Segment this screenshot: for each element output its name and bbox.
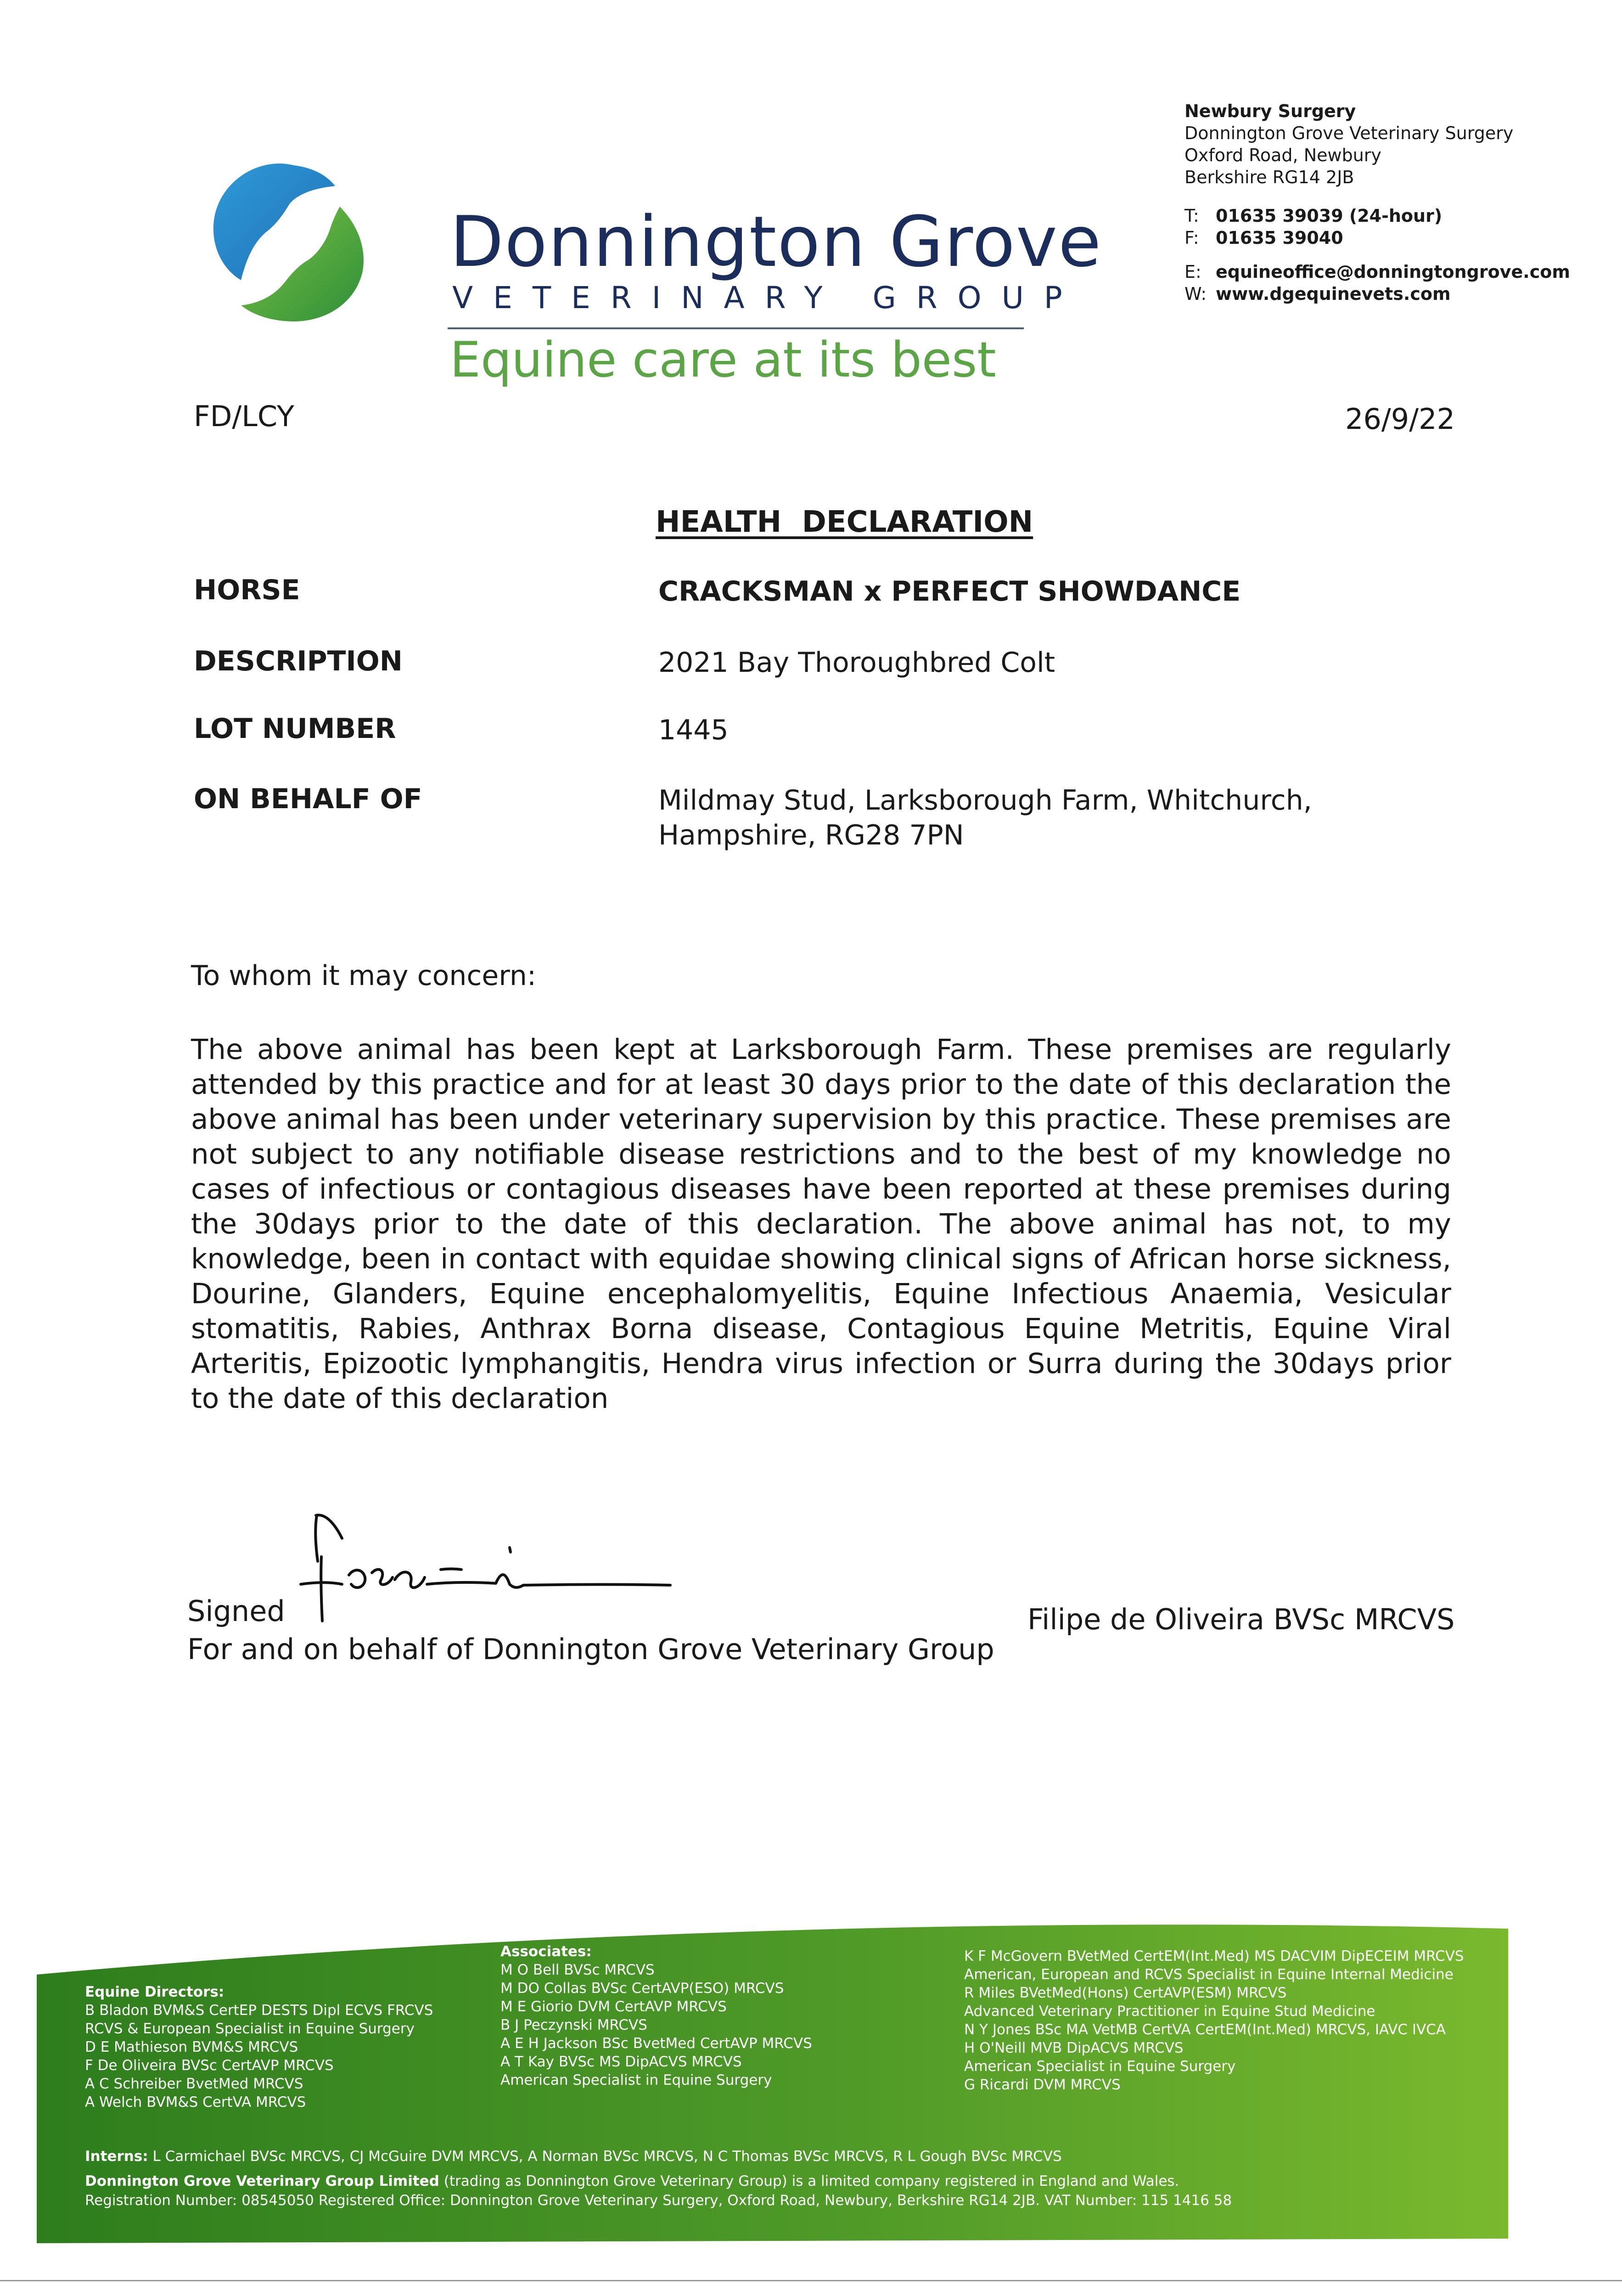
document-title: HEALTH DECLARATION — [656, 505, 1033, 539]
fax-number: 01635 39040 — [1216, 228, 1343, 248]
address-line: Newbury Surgery — [1184, 101, 1356, 121]
associate-entry: A E H Jackson BSc BvetMed CertAVP MRCVS — [500, 2035, 812, 2052]
on-behalf-of-value — [658, 783, 1312, 853]
email-label: E: — [1184, 262, 1201, 282]
reference: FD/LCY — [194, 400, 294, 433]
associate-entry: American Specialist in Equine Surgery — [500, 2072, 772, 2088]
interns-heading: Interns: — [85, 2148, 148, 2165]
specialist-entry: K F McGovern BVetMed CertEM(Int.Med) MS DACVIM DipECEIM MRCVS — [964, 1948, 1464, 1964]
contact-details — [1184, 205, 1570, 305]
address-line: Oxford Road, Newbury — [1184, 145, 1381, 165]
associates — [500, 1942, 812, 2089]
specialist-entry: G Ricardi DVM MRCVS — [964, 2077, 1121, 2093]
directors-heading: Equine Directors: — [85, 1984, 224, 2000]
horse-label: HORSE — [194, 574, 300, 606]
declaration-body: The above animal has been kept at Larksborough Farm. These premises are regularly attended by this practice and for at least 30 days prior to the date of this declaration the above animal has been under veterinary supervision by this practice. These premises are not subject to any notifiable disease restrictions and to the best of my knowledge no cases of infectious or contagious diseases have been reported at these premises during the 30days prior to the date of this declaration. The above animal has not, to my knowledge, been in contact with equidae showing clinical signs of African horse sickness, Dourine, Glanders, Equine encephalomyelitis, Equine Infectious Anaemia, Vesicular stomatitis, Rabies, Anthrax Borna disease, Contagious Equine Metritis, Equine Viral Arteritis, Epizootic lymphangitis, Hendra virus infection or Surra during the 30days prior to the date of this declaration — [191, 1033, 1451, 1415]
lot-number-value: 1445 — [658, 714, 729, 746]
company-line — [85, 2172, 1179, 2190]
brand-name: Donnington Grove — [450, 201, 1102, 282]
associate-entry: A T Kay BVSc MS DipACVS MRCVS — [500, 2054, 742, 2070]
brand-divider — [448, 327, 1024, 329]
equine-directors — [85, 1983, 433, 2111]
associate-entry: M DO Collas BVSc CertAVP(ESO) MRCVS — [500, 1980, 784, 1997]
email-link[interactable]: equineoffice@donningtongrove.com — [1216, 262, 1570, 282]
director-entry: D E Mathieson BVM&S MRCVS — [85, 2039, 298, 2055]
surgery-address — [1184, 100, 1513, 188]
web-label: W: — [1184, 284, 1207, 304]
on-behalf-of-label: ON BEHALF OF — [194, 783, 422, 815]
page-bottom-rule — [0, 2280, 1622, 2281]
associate-entry: M O Bell BVSc MRCVS — [500, 1962, 655, 1978]
address-line: Donnington Grove Veterinary Surgery — [1184, 123, 1514, 143]
description-label: DESCRIPTION — [194, 645, 403, 677]
website-link[interactable]: www.dgequinevets.com — [1216, 284, 1451, 304]
horse-value: CRACKSMAN x PERFECT SHOWDANCE — [658, 575, 1241, 608]
phone-label: T: — [1184, 206, 1199, 226]
associate-entry: M E Giorio DVM CertAVP MRCVS — [500, 1998, 727, 2015]
interns-line — [85, 2147, 1062, 2166]
associate-entry: B J Peczynski MRCVS — [500, 2017, 647, 2033]
associates-heading: Associates: — [500, 1943, 592, 1960]
director-entry: A Welch BVM&S CertVA MRCVS — [85, 2094, 306, 2110]
handwritten-signature — [257, 1488, 684, 1635]
director-entry: F De Oliveira BVSc CertAVP MRCVS — [85, 2057, 334, 2074]
description-value: 2021 Bay Thoroughbred Colt — [658, 647, 1055, 679]
on-behalf-of-line: Hampshire, RG28 7PN — [658, 819, 964, 851]
specialist-entry: American Specialist in Equine Surgery — [964, 2058, 1236, 2075]
fax-label: F: — [1184, 228, 1199, 248]
director-entry: A C Schreiber BvetMed MRCVS — [85, 2076, 303, 2092]
lot-number-label: LOT NUMBER — [194, 713, 396, 745]
specialist-entry: Advanced Veterinary Practitioner in Equine Stud Medicine — [964, 2003, 1375, 2020]
signer-name: Filipe de Oliveira BVSc MRCVS — [1027, 1603, 1455, 1636]
interns-list: L Carmichael BVSc MRCVS, CJ McGuire DVM MRCVS, A Norman BVSc MRCVS, N C Thomas BVSc MRCVS, R L Gough BVSc MRCVS — [152, 2148, 1062, 2165]
phone-number[interactable]: 01635 39039 (24-hour) — [1216, 206, 1442, 226]
registration-line: Registration Number: 08545050 Registered Office: Donnington Grove Veterinary Surgery, Oxford Road, Newbury, Berkshire RG14 2JB. VAT Number: 115 1416 58 — [85, 2192, 1232, 2209]
greeting: To whom it may concern: — [191, 960, 537, 992]
signed-label: Signed — [187, 1594, 285, 1628]
specialist-entry: H O'Neill MVB DipACVS MRCVS — [964, 2040, 1184, 2056]
behalf-line: For and on behalf of Donnington Grove Veterinary Group — [187, 1632, 994, 1666]
specialist-entry: R Miles BVetMed(Hons) CertAVP(ESM) MRCVS — [964, 1985, 1287, 2001]
on-behalf-of-line: Mildmay Stud, Larksborough Farm, Whitchurch, — [658, 784, 1312, 816]
specialist-entry: N Y Jones BSc MA VetMB CertVA CertEM(Int.Med) MRCVS, IAVC IVCA — [964, 2021, 1446, 2038]
director-entry: B Bladon BVM&S CertEP DESTS Dipl ECVS FRCVS — [85, 2002, 433, 2019]
address-line: Berkshire RG14 2JB — [1184, 167, 1354, 187]
tagline: Equine care at its best — [450, 332, 996, 388]
letter-date: 26/9/22 — [1345, 402, 1455, 436]
brand-subtitle: VETERINARY GROUP — [452, 280, 1083, 315]
director-entry: RCVS & European Specialist in Equine Surgery — [85, 2020, 415, 2037]
company-text: (trading as Donnington Grove Veterinary Group) is a limited company registered in England and Wales. — [443, 2173, 1179, 2189]
donnington-grove-logo — [202, 152, 386, 326]
specialist-entry: American, European and RCVS Specialist in Equine Internal Medicine — [964, 1966, 1454, 1983]
specialists — [964, 1947, 1464, 2094]
company-name: Donnington Grove Veterinary Group Limited — [85, 2173, 439, 2189]
